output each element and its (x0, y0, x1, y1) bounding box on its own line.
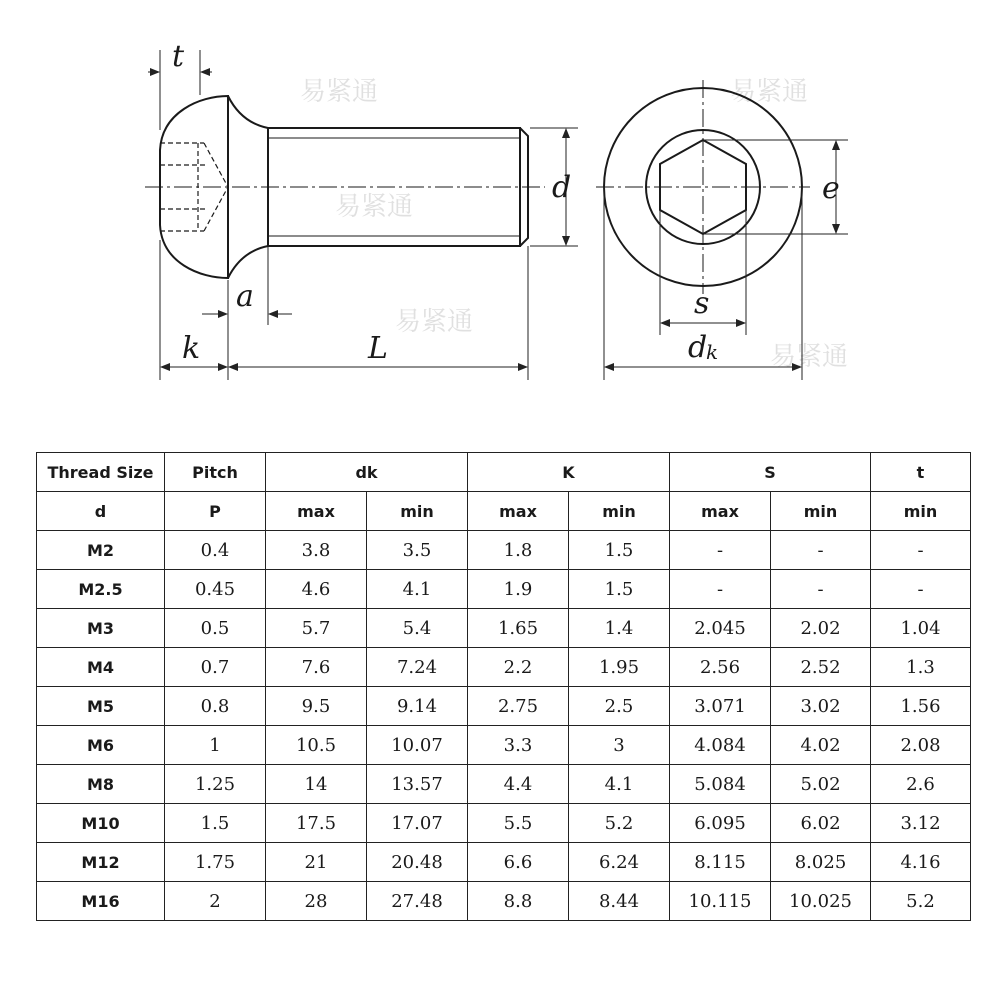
table-cell: 2.08 (871, 726, 971, 765)
table-row (37, 843, 971, 882)
table-cell: 8.44 (569, 882, 670, 921)
dim-label-dk: d (688, 330, 708, 365)
table-cell-thread-size: M4 (37, 648, 165, 687)
table-cell: 0.5 (165, 609, 266, 648)
table-cell: 1.5 (569, 570, 670, 609)
table-cell: 3.071 (670, 687, 771, 726)
screw-side-view (145, 96, 545, 278)
table-cell: 5.5 (468, 804, 569, 843)
table-cell: 28 (266, 882, 367, 921)
table-cell: 2.2 (468, 648, 569, 687)
table-cell: 7.6 (266, 648, 367, 687)
table-cell: 4.6 (266, 570, 367, 609)
table-cell: 0.7 (165, 648, 266, 687)
table-cell-thread-size: M10 (37, 804, 165, 843)
table-cell: 7.24 (367, 648, 468, 687)
table-row (37, 765, 971, 804)
table-cell-thread-size: M6 (37, 726, 165, 765)
table-cell: 1.3 (871, 648, 971, 687)
table-cell: 1.95 (569, 648, 670, 687)
table-row (37, 570, 971, 609)
table-cell: 2.02 (771, 609, 871, 648)
table-cell: 2.52 (771, 648, 871, 687)
table-cell: 6.02 (771, 804, 871, 843)
dim-label-e: e (822, 171, 840, 206)
subheader-dk-min: min (367, 492, 468, 531)
screw-technical-drawing (0, 0, 1000, 420)
table-cell: 2.045 (670, 609, 771, 648)
table-cell: 3.12 (871, 804, 971, 843)
table-header-row (37, 453, 971, 492)
table-cell-thread-size: M16 (37, 882, 165, 921)
table-cell: - (670, 570, 771, 609)
table-cell: 0.8 (165, 687, 266, 726)
table-cell: 10.115 (670, 882, 771, 921)
table-cell-thread-size: M3 (37, 609, 165, 648)
dim-label-dk-subscript: k (706, 340, 719, 364)
table-cell: 3.8 (266, 531, 367, 570)
table-cell: 5.7 (266, 609, 367, 648)
table-cell: 6.6 (468, 843, 569, 882)
table-cell: 1 (165, 726, 266, 765)
table-cell: 27.48 (367, 882, 468, 921)
subheader-dk-max: max (266, 492, 367, 531)
dim-label-d: d (552, 170, 572, 205)
table-cell: 0.45 (165, 570, 266, 609)
table-row (37, 726, 971, 765)
table-cell: - (871, 570, 971, 609)
subheader-pitch-p: P (165, 492, 266, 531)
header-thread-size: Thread Size (37, 453, 165, 492)
table-cell: 1.65 (468, 609, 569, 648)
table-cell: 4.084 (670, 726, 771, 765)
table-cell: 0.4 (165, 531, 266, 570)
table-cell: 5.2 (569, 804, 670, 843)
table-cell: 20.48 (367, 843, 468, 882)
table-cell: 2 (165, 882, 266, 921)
table-cell: - (670, 531, 771, 570)
table-cell: 10.07 (367, 726, 468, 765)
table-row (37, 531, 971, 570)
subheader-thread-d: d (37, 492, 165, 531)
table-cell: 5.2 (871, 882, 971, 921)
header-t: t (871, 453, 971, 492)
table-cell-thread-size: M2 (37, 531, 165, 570)
table-cell: 8.8 (468, 882, 569, 921)
screw-spec-table (36, 452, 971, 921)
table-cell: 5.4 (367, 609, 468, 648)
table-cell: 3 (569, 726, 670, 765)
table-body (37, 531, 971, 921)
table-cell: 5.02 (771, 765, 871, 804)
watermark-text: 易紧通 (300, 77, 379, 107)
table-cell-thread-size: M2.5 (37, 570, 165, 609)
table-cell: - (871, 531, 971, 570)
table-cell: 10.025 (771, 882, 871, 921)
table-cell: 4.1 (367, 570, 468, 609)
screw-end-view (596, 80, 810, 294)
table-cell: 4.16 (871, 843, 971, 882)
table-row (37, 609, 971, 648)
watermark-text: 易紧通 (730, 77, 809, 107)
table-row (37, 687, 971, 726)
subheader-s-max: max (670, 492, 771, 531)
table-cell: 2.5 (569, 687, 670, 726)
table-cell: 1.5 (569, 531, 670, 570)
subheader-k-max: max (468, 492, 569, 531)
table-cell: 4.02 (771, 726, 871, 765)
table-cell: 1.9 (468, 570, 569, 609)
table-cell: 8.025 (771, 843, 871, 882)
table-cell: 17.5 (266, 804, 367, 843)
table-cell: 6.095 (670, 804, 771, 843)
table-cell: 8.115 (670, 843, 771, 882)
table-cell: - (771, 570, 871, 609)
table-cell-thread-size: M8 (37, 765, 165, 804)
table-cell: 1.04 (871, 609, 971, 648)
dim-label-L: L (368, 331, 388, 366)
table-row (37, 648, 971, 687)
subheader-s-min: min (771, 492, 871, 531)
table-cell: 10.5 (266, 726, 367, 765)
table-row (37, 882, 971, 921)
table-cell-thread-size: M12 (37, 843, 165, 882)
table-cell: 5.084 (670, 765, 771, 804)
table-cell: 9.5 (266, 687, 367, 726)
table-cell: 1.25 (165, 765, 266, 804)
table-subheader-row (37, 492, 971, 531)
dim-label-s: s (694, 286, 710, 321)
table-cell: 4.4 (468, 765, 569, 804)
table-cell: 1.4 (569, 609, 670, 648)
dim-label-k: k (182, 331, 201, 366)
subheader-k-min: min (569, 492, 670, 531)
header-dk: dk (266, 453, 468, 492)
header-s: S (670, 453, 871, 492)
table-cell: 3.5 (367, 531, 468, 570)
watermark-text: 易紧通 (770, 342, 849, 372)
table-row (37, 804, 971, 843)
watermark-text: 易紧通 (335, 192, 414, 222)
table-cell: 17.07 (367, 804, 468, 843)
table-cell: 13.57 (367, 765, 468, 804)
table-cell: 2.75 (468, 687, 569, 726)
table-cell: 3.02 (771, 687, 871, 726)
table-cell: 1.56 (871, 687, 971, 726)
table-cell: 6.24 (569, 843, 670, 882)
table-cell: 1.75 (165, 843, 266, 882)
header-k: K (468, 453, 670, 492)
table-cell: 21 (266, 843, 367, 882)
table-cell: 4.1 (569, 765, 670, 804)
header-pitch: Pitch (165, 453, 266, 492)
dim-label-a: a (236, 279, 254, 314)
table-cell: 2.6 (871, 765, 971, 804)
table-cell-thread-size: M5 (37, 687, 165, 726)
dim-label-t: t (172, 39, 185, 74)
subheader-t-min: min (871, 492, 971, 531)
table-cell: 3.3 (468, 726, 569, 765)
watermark-text: 易紧通 (395, 307, 474, 337)
table-cell: 14 (266, 765, 367, 804)
table-cell: 9.14 (367, 687, 468, 726)
table-cell: - (771, 531, 871, 570)
table-cell: 1.8 (468, 531, 569, 570)
table-cell: 1.5 (165, 804, 266, 843)
table-cell: 2.56 (670, 648, 771, 687)
watermark-group (300, 77, 848, 372)
